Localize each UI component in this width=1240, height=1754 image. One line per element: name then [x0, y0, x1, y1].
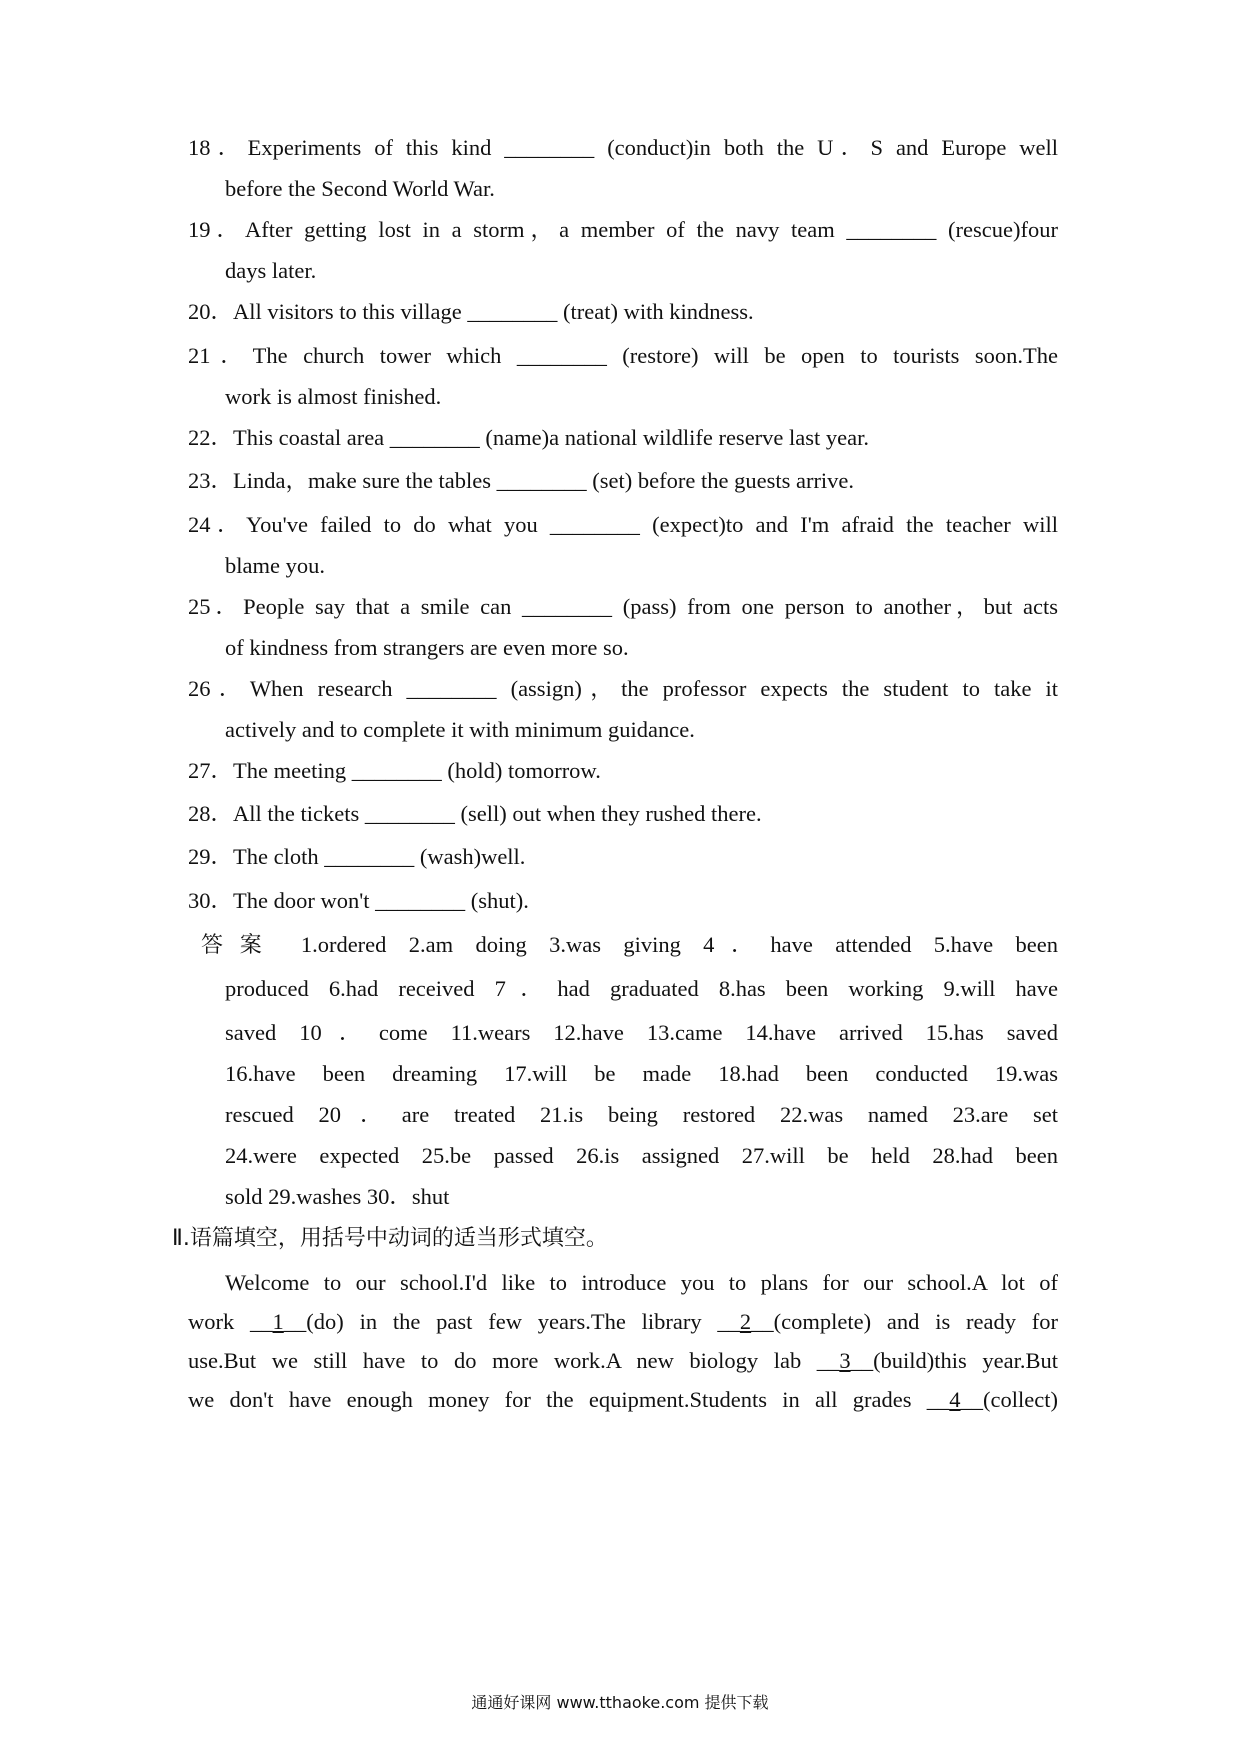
question-26-continuation: actively and to complete it with minimum guidance.: [225, 717, 695, 742]
answer-line: 16.have been dreaming 17.will be made 18.had been conducted 19.was: [225, 1061, 1058, 1086]
answer-line: sold 29.washes 30．shut: [225, 1184, 450, 1209]
passage-text: Welcome to our school.I'd like to introduce you to plans for our school.A lot of: [225, 1270, 1058, 1295]
passage-text: __(collect): [960, 1387, 1058, 1412]
passage-line: [225, 1266, 1058, 1300]
passage-text: use.But we still have to do more work.A new biology lab __: [188, 1348, 840, 1373]
answer-line: saved 10．come 11.wears 12.have 13.came 14.have arrived 15.has saved: [225, 1020, 1058, 1045]
blank-number: 4: [949, 1387, 961, 1412]
question-19: 19．After getting lost in a storm，a member of the navy team ________ (rescue)four: [188, 217, 1058, 242]
question-23: 23．Linda，make sure the tables ________ (set) before the guests arrive.: [188, 468, 855, 493]
question-22: 22．This coastal area ________ (name)a national wildlife reserve last year.: [188, 425, 869, 450]
question-24: 24．You've failed to do what you ________ (expect)to and I'm afraid the teacher will: [188, 512, 1058, 537]
passage-text: __(do) in the past few years.The library __: [283, 1309, 740, 1334]
answer-line: 24.were expected 25.be passed 26.is assigned 27.will be held 28.had been: [225, 1143, 1058, 1168]
passage-line: [188, 1383, 1058, 1417]
passage-text: __(build)this year.But: [850, 1348, 1058, 1373]
question-21-continuation: work is almost finished.: [225, 384, 442, 409]
question-27: 27．The meeting ________ (hold) tomorrow.: [188, 758, 601, 783]
answer-line: [201, 928, 1058, 962]
blank-number: 3: [839, 1348, 851, 1373]
passage-text: we don't have enough money for the equipment.Students in all grades __: [188, 1387, 950, 1412]
passage-text: work __: [188, 1309, 273, 1334]
question-18: 18．Experiments of this kind ________ (conduct)in both the U．S and Europe well: [188, 135, 1058, 160]
question-28: 28．All the tickets ________ (sell) out when they rushed there.: [188, 801, 762, 826]
question-30: 30．The door won't ________ (shut).: [188, 888, 529, 913]
answer-label: 答案: [201, 933, 279, 958]
question-18-continuation: before the Second World War.: [225, 176, 495, 201]
question-24-continuation: blame you.: [225, 553, 325, 578]
question-29: 29．The cloth ________ (wash)well.: [188, 844, 526, 869]
passage-text: __(complete) and is ready for: [751, 1309, 1058, 1334]
passage-line: [188, 1305, 1058, 1339]
question-25-continuation: of kindness from strangers are even more so.: [225, 635, 629, 660]
page-footer: 通通好课网 www.tthaoke.com 提供下载: [471, 1693, 769, 1712]
blank-number: 2: [739, 1309, 752, 1334]
question-21: 21．The church tower which ________ (restore) will be open to tourists soon.The: [188, 343, 1058, 368]
blank-number: 1: [272, 1309, 284, 1334]
question-19-continuation: days later.: [225, 258, 317, 283]
answer-line: rescued 20．are treated 21.is being restored 22.was named 23.are set: [225, 1102, 1058, 1127]
question-20: 20．All visitors to this village ________ (treat) with kindness.: [188, 299, 754, 324]
answer-text: 1.ordered 2.am doing 3.was giving 4．have attended 5.have been: [278, 932, 1058, 957]
question-25: 25．People say that a smile can ________ (pass) from one person to another，but acts: [188, 594, 1058, 619]
answer-line: produced 6.had received 7．had graduated 8.has been working 9.will have: [225, 976, 1058, 1001]
passage-line: [188, 1344, 1058, 1378]
question-26: 26．When research ________ (assign)，the professor expects the student to take it: [188, 676, 1058, 701]
section-title: Ⅱ.语篇填空，用括号中动词的适当形式填空。: [172, 1226, 608, 1251]
